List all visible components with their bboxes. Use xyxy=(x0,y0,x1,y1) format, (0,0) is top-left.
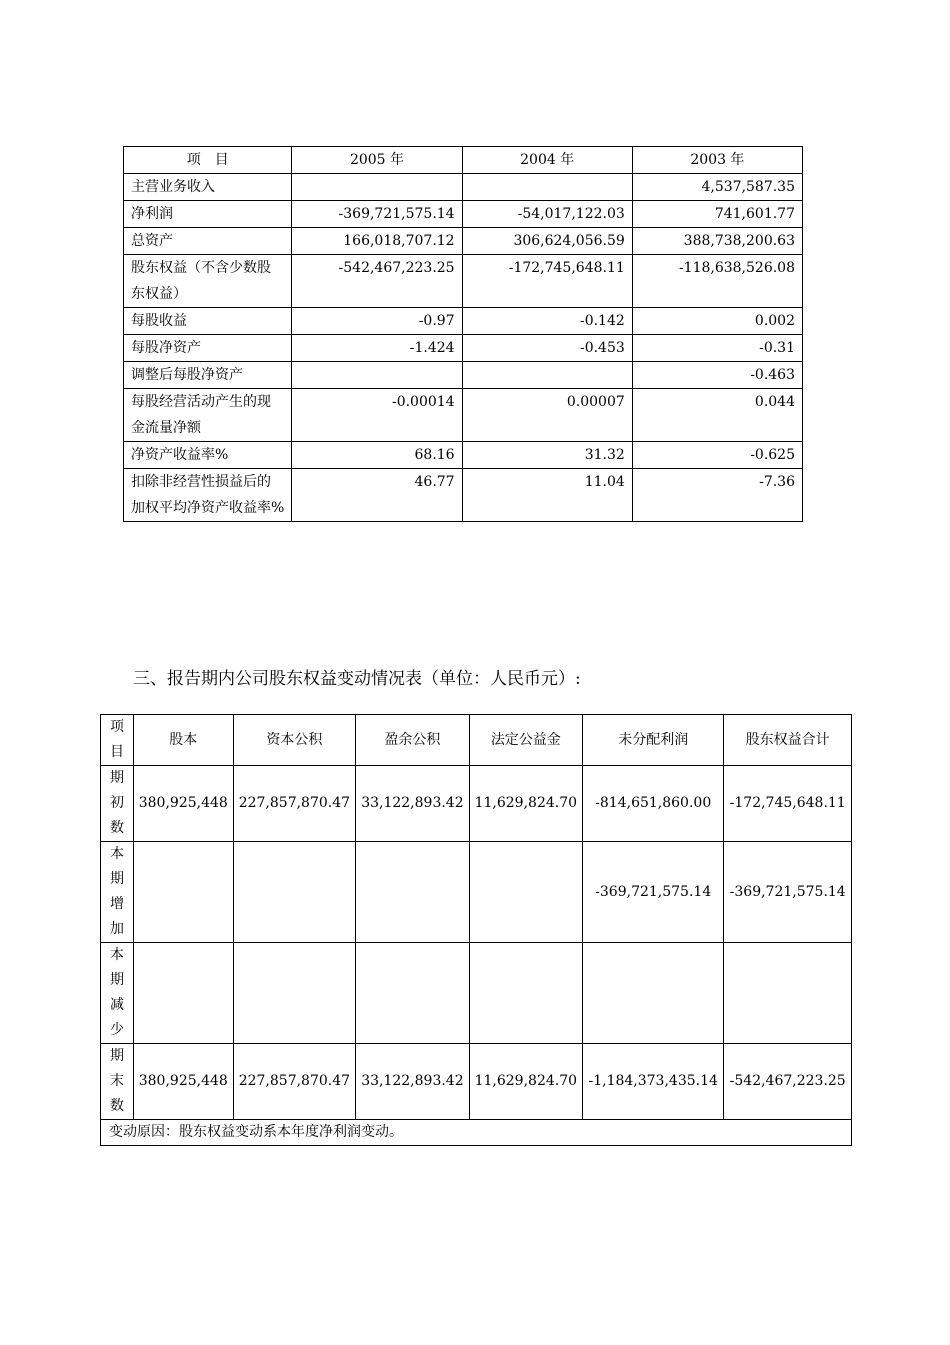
value-cell: 11,629,824.70 xyxy=(469,766,582,842)
value-cell: -369,721,575.14 xyxy=(292,201,462,228)
value-cell xyxy=(469,943,582,1044)
value-cell: -814,651,860.00 xyxy=(583,766,724,842)
value-cell: 306,624,056.59 xyxy=(462,228,632,255)
value-cell: 4,537,587.35 xyxy=(632,174,802,201)
value-cell xyxy=(292,362,462,389)
value-cell: -7.36 xyxy=(632,469,802,522)
value-cell: -0.00014 xyxy=(292,389,462,442)
value-cell xyxy=(292,174,462,201)
value-cell: -0.31 xyxy=(632,335,802,362)
value-cell: 46.77 xyxy=(292,469,462,522)
row-label xyxy=(101,1044,134,1120)
table-header-row xyxy=(101,715,852,766)
table-row xyxy=(101,943,852,1044)
row-label: 调整后每股净资产 xyxy=(124,362,292,389)
table-row xyxy=(101,766,852,842)
header-cell: 股东权益合计 xyxy=(724,715,852,766)
header-cell: 项 目 xyxy=(124,147,292,174)
table-header-row xyxy=(124,147,803,174)
value-cell: 166,018,707.12 xyxy=(292,228,462,255)
row-label: 扣除非经营性损益后的加权平均净资产收益率% xyxy=(124,469,292,522)
row-label: 每股净资产 xyxy=(124,335,292,362)
row-label: 每股收益 xyxy=(124,308,292,335)
value-cell: -0.625 xyxy=(632,442,802,469)
table-row xyxy=(124,308,803,335)
value-cell xyxy=(469,842,582,943)
value-cell: -172,745,648.11 xyxy=(724,766,852,842)
value-cell: 741,601.77 xyxy=(632,201,802,228)
header-cell xyxy=(101,715,134,766)
value-cell: 0.002 xyxy=(632,308,802,335)
header-cell: 2004 年 xyxy=(462,147,632,174)
change-reason-note: 变动原因：股东权益变动系本年度净利润变动。 xyxy=(101,1120,852,1146)
value-cell: 68.16 xyxy=(292,442,462,469)
value-cell: 0.044 xyxy=(632,389,802,442)
table-row xyxy=(124,174,803,201)
value-cell: 33,122,893.42 xyxy=(356,766,469,842)
value-cell: -369,721,575.14 xyxy=(583,842,724,943)
header-cell: 资本公积 xyxy=(233,715,356,766)
value-cell: -54,017,122.03 xyxy=(462,201,632,228)
value-cell: 31.32 xyxy=(462,442,632,469)
value-cell xyxy=(134,842,234,943)
value-cell: -172,745,648.11 xyxy=(462,255,632,308)
header-cell: 2005 年 xyxy=(292,147,462,174)
row-label xyxy=(101,943,134,1044)
value-cell: -542,467,223.25 xyxy=(724,1044,852,1120)
financial-summary-table xyxy=(123,146,803,522)
row-label-text: 本期增加 xyxy=(110,846,124,937)
value-cell xyxy=(356,842,469,943)
table-row xyxy=(124,389,803,442)
table-row xyxy=(124,255,803,308)
section-heading: 三、报告期内公司股东权益变动情况表（单位：人民币元）: xyxy=(133,669,581,689)
value-cell: -0.142 xyxy=(462,308,632,335)
value-cell xyxy=(724,943,852,1044)
value-cell xyxy=(583,943,724,1044)
value-cell: 380,925,448 xyxy=(134,1044,234,1120)
row-label: 净资产收益率% xyxy=(124,442,292,469)
row-label: 每股经营活动产生的现金流量净额 xyxy=(124,389,292,442)
value-cell: -118,638,526.08 xyxy=(632,255,802,308)
table-row xyxy=(124,201,803,228)
value-cell: 0.00007 xyxy=(462,389,632,442)
row-label: 总资产 xyxy=(124,228,292,255)
header-cell: 法定公益金 xyxy=(469,715,582,766)
row-label: 主营业务收入 xyxy=(124,174,292,201)
row-label xyxy=(101,766,134,842)
value-cell: -0.453 xyxy=(462,335,632,362)
value-cell: -542,467,223.25 xyxy=(292,255,462,308)
table-row xyxy=(124,362,803,389)
value-cell: 33,122,893.42 xyxy=(356,1044,469,1120)
value-cell: 11.04 xyxy=(462,469,632,522)
value-cell xyxy=(233,943,356,1044)
header-cell: 2003 年 xyxy=(632,147,802,174)
table-footer-row xyxy=(101,1120,852,1146)
value-cell: 380,925,448 xyxy=(134,766,234,842)
table-row xyxy=(124,335,803,362)
row-label-text: 本期减少 xyxy=(110,947,124,1038)
row-label-text: 期末数 xyxy=(110,1048,124,1114)
value-cell: 388,738,200.63 xyxy=(632,228,802,255)
row-label: 股东权益（不含少数股东权益） xyxy=(124,255,292,308)
value-cell: 227,857,870.47 xyxy=(233,1044,356,1120)
equity-change-table xyxy=(100,714,852,1146)
value-cell xyxy=(233,842,356,943)
row-label: 净利润 xyxy=(124,201,292,228)
value-cell: -0.463 xyxy=(632,362,802,389)
row-label-text: 期初数 xyxy=(110,770,124,836)
value-cell xyxy=(356,943,469,1044)
value-cell xyxy=(462,362,632,389)
value-cell: -1.424 xyxy=(292,335,462,362)
value-cell xyxy=(134,943,234,1044)
value-cell: -0.97 xyxy=(292,308,462,335)
header-text: 项目 xyxy=(110,719,124,760)
table-row xyxy=(101,842,852,943)
table-row xyxy=(124,469,803,522)
header-cell: 股本 xyxy=(134,715,234,766)
value-cell: -1,184,373,435.14 xyxy=(583,1044,724,1120)
header-cell: 未分配利润 xyxy=(583,715,724,766)
value-cell: 11,629,824.70 xyxy=(469,1044,582,1120)
table-row xyxy=(101,1044,852,1120)
value-cell: -369,721,575.14 xyxy=(724,842,852,943)
table-row xyxy=(124,228,803,255)
header-cell: 盈余公积 xyxy=(356,715,469,766)
table-row xyxy=(124,442,803,469)
row-label xyxy=(101,842,134,943)
value-cell xyxy=(462,174,632,201)
value-cell: 227,857,870.47 xyxy=(233,766,356,842)
